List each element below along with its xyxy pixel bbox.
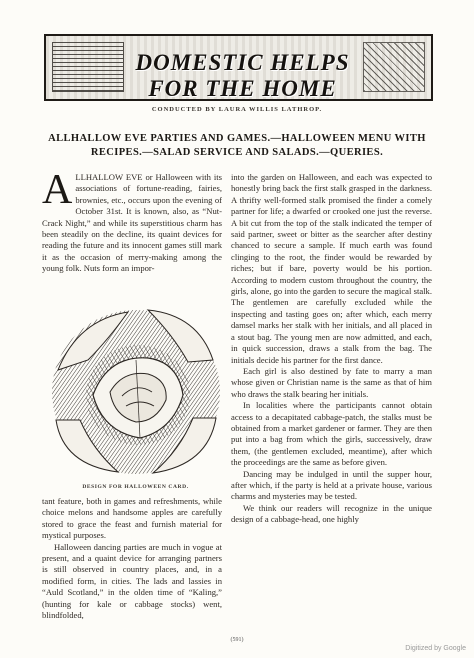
opening-paragraph-text: LLHALLOW EVE or Halloween with its associations of fortune-reading, fairies, brownies, etc., occurs upon the evening of October 31st. It is known, also, as “Nut-Crack Night,” and while its superstitious charm has been steadily on the decline, its quaint devices for reading the future and its innocent games still mark it as the occasion of merry-making among the young folk. Nuts form an impor- [42, 172, 222, 274]
banner-right-illustration [363, 42, 425, 92]
cabbage-illustration [48, 300, 223, 478]
article-headline: ALLHALLOW EVE PARTIES AND GAMES.—HALLOWEEN MENU WITH RECIPES.—SALAD SERVICE AND SALADS.—QUERIES. [48, 133, 426, 158]
paragraph: into the garden on Halloween, and each was expected to honestly bring back the first stalk grasped in the darkness. A thrifty well-formed stalk promised the finder a comely partner for life; a dwarfed or crooked one just the reverse. A bit cut from the top of the stalk indicated the temper of said partner, sweet or bitter as the searcher after destiny chanced to secure a sample. If much earth was found clinging to the root, the finder would be rewarded by riches; but if bare, poverty would be his portion. According to modern custom throughout the country, the girls, alone, go into the garden to secure the magical stalk. The gentlemen are carefully excluded while the inspecting and tasting goes on; after which, each merry damsel marks her stalk with her initials, and all placed in a stout bag. The young men are now admitted, and each, in quick succession, draws a stalk from the bag. The initials decide his partner for the first dance. [231, 172, 432, 365]
paragraph: Dancing may be indulged in until the supper hour, after which, if the party is held at a private house, various charms and mysteries may be tested. [231, 468, 432, 502]
paragraph: tant feature, both in games and refreshments, while choice melons and handsome apples are carefully stored to grace the feast and furnish material for mystical purposes. [42, 496, 222, 541]
opening-paragraph [42, 167, 222, 275]
paragraph: Each girl is also destined by fate to marry a man whose given or Christian name is the same as that of him who draws the stalk bearing her initials. [231, 365, 432, 399]
left-column-top [42, 167, 222, 275]
right-column [231, 172, 432, 526]
paragraph: We think our readers will recognize in the unique design of a cabbage-head, one highly [231, 502, 432, 525]
page-number: (591) [230, 637, 244, 643]
drop-cap: A [42, 167, 73, 213]
digitization-watermark: Digitized by Google [405, 645, 466, 652]
paragraph: Halloween dancing parties are much in vogue at present, and a quaint device for arranging partners is still observed in country places, and, in a modified form, in cities. The lads and lassies in “Auld Scotland,” in the olden time of “Kaling,” (hunting for kale or cabbage stocks) went, blindfolded, [42, 541, 222, 621]
byline: CONDUCTED BY LAURA WILLIS LATHROP. [151, 106, 323, 113]
banner-title: DOMESTIC HELPS FOR THE HOME [135, 50, 350, 101]
banner-left-illustration [52, 42, 124, 92]
paragraph: In localities where the participants cannot obtain access to a decapitated cabbage-patch, the stalks must be obtained from a market gardener or farmer. They are then put into a bag from which the girls, successively, draw them, (the gentlemen excluded, meantime), after which the proceedings are the same as before given. [231, 400, 432, 468]
masthead-banner [44, 34, 433, 101]
left-column-bottom [42, 496, 222, 621]
illustration-caption: DESIGN FOR HALLOWEEN CARD. [82, 484, 189, 490]
